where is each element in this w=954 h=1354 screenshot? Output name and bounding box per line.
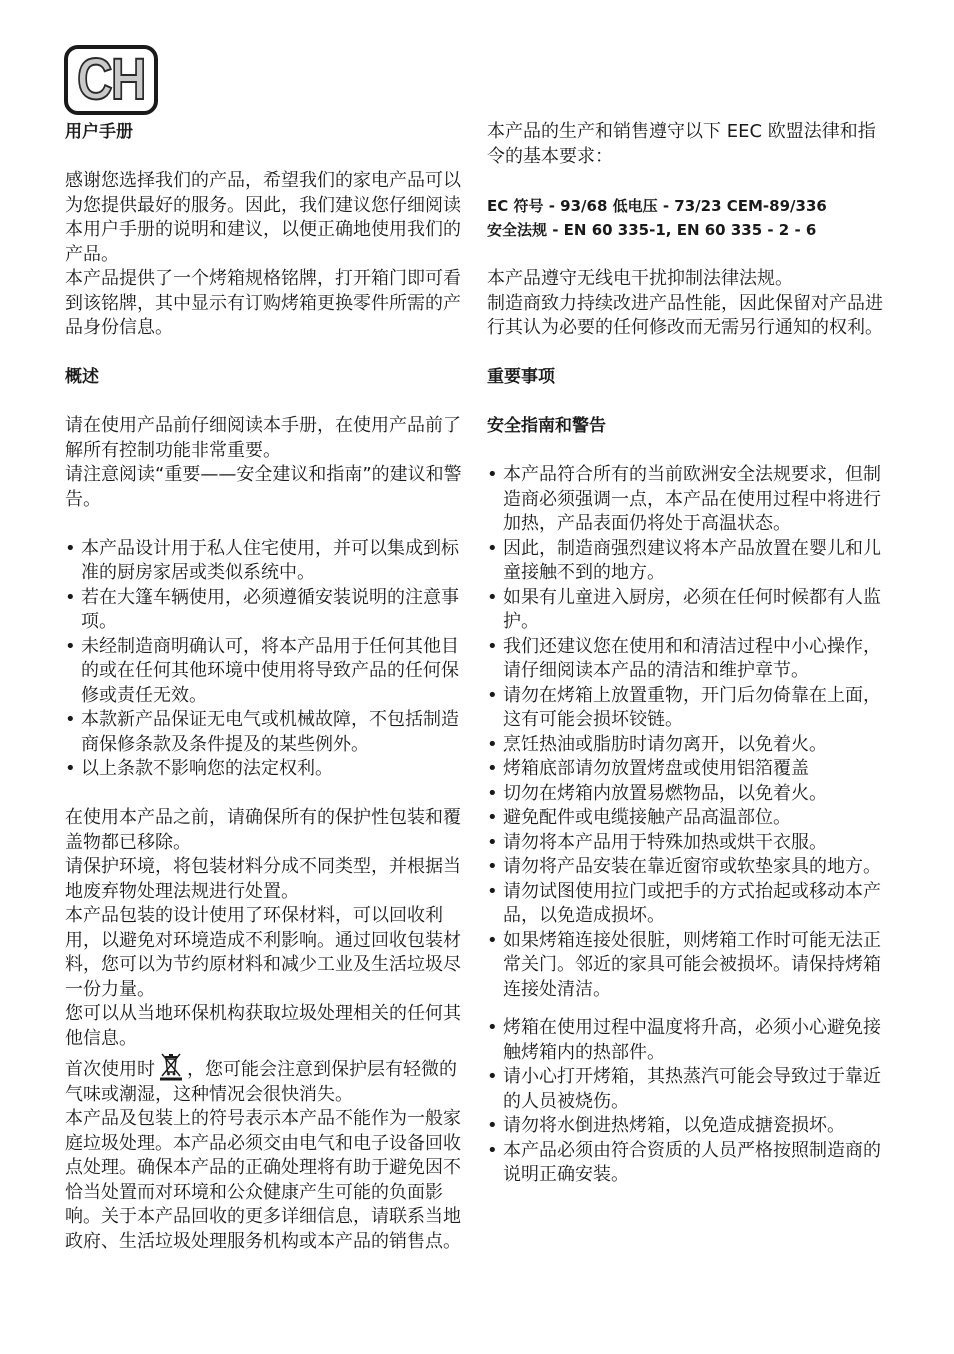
packaging-paragraph: 在使用本产品之前，请确保所有的保护性包装和覆盖物都已移除。 (65, 807, 461, 853)
list-item: • 避免配件或电缆接触产品高温部位。 (487, 806, 891, 831)
language-badge (64, 45, 158, 115)
list-item: • 本产品设计用于私人住宅使用，并可以集成到标准的厨房家居或类似系统中。 (65, 537, 469, 586)
section-title-important: 重要事项 (487, 367, 555, 387)
list-item: • 烹饪热油或脂肪时请勿离开，以免着火。 (487, 733, 891, 758)
list-item: • 以上条款不影响您的法定权利。 (65, 757, 469, 782)
packaging-paragraph: 本产品包装的设计使用了环保材料，可以回收利用，以避免对环境造成不利影响。通过回收包装材料，您可以为节约原材料和减少工业及生活垃圾尽一份力量。 (65, 905, 461, 1000)
first-use-text-pre: 首次使用时 (65, 1059, 155, 1080)
directive-label: 低电压 (612, 196, 658, 215)
overview-paragraph: 请在使用产品前仔细阅读本手册，在使用产品前了解所有控制功能非常重要。 (65, 415, 461, 461)
directive-value: - 73/23 CEM-89/336 (657, 196, 827, 215)
overview-paragraph: 请注意阅读“重要——安全建议和指南”的建议和警告。 (65, 464, 462, 510)
crossed-bin-icon (157, 1051, 185, 1081)
list-item: • 如果烤箱连接处很脏，则烤箱工作时可能无法正常关门。邻近的家具可能会被损坏。请保持烤箱连接处清洁。 (487, 929, 891, 1003)
list-item: • 未经制造商明确认可，将本产品用于任何其他目的或在任何其他环境中使用将导致产品的任何保修或责任无效。 (65, 635, 469, 709)
directive-label: EC 符号 (487, 196, 544, 215)
weee-paragraph: 本产品及包装上的符号表示本产品不能作为一般家庭垃圾处理。本产品必须交由电气和电子设备回收点处理。确保本产品的正确处理将有助于避免因不恰当处置而对环境和公众健康产生可能的负面影响。关于本产品回收的更多详细信息，请联系当地政府、生活垃圾处理服务机构或本产品的销售点。 (65, 1108, 461, 1252)
list-item: • 烤箱在使用过程中温度将升高，必须小心避免接触烤箱内的热部件。 (487, 1016, 891, 1065)
packaging-paragraph: 您可以从当地环保机构获取垃圾处理相关的任何其他信息。 (65, 1003, 461, 1049)
list-item: • 本产品必须由符合资质的人员严格按照制造商的说明正确安装。 (487, 1139, 891, 1188)
language-code: CH (77, 47, 145, 112)
section-title-safety: 安全指南和警告 (487, 416, 606, 436)
left-column (65, 120, 469, 1254)
intro-paragraph: 感谢您选择我们的产品，希望我们的家电产品可以为您提供最好的服务。因此，我们建议您仔细阅读本用户手册的说明和建议，以便正确地使用我们的产品。 (65, 170, 461, 265)
list-item: • 本产品符合所有的当前欧洲安全法规要求，但制造商必须强调一点，本产品在使用过程中将进行加热，产品表面仍将处于高温状态。 (487, 463, 891, 537)
section-title-user-manual: 用户手册 (65, 122, 133, 142)
list-item: • 我们还建议您在使用和和清洁过程中小心操作，请仔细阅读本产品的清洁和维护章节。 (487, 635, 891, 684)
safety-bullet-list (487, 463, 891, 1002)
compliance-paragraph: 本产品遵守无线电干扰抑制法律法规。 (487, 268, 793, 289)
list-item: • 请勿试图使用拉门或把手的方式抬起或移动本产品，以免造成损坏。 (487, 880, 891, 929)
right-column (487, 120, 891, 1188)
safety-bullet-list-2 (487, 1016, 891, 1188)
list-item: • 请小心打开烤箱，其热蒸汽可能会导致过于靠近的人员被烧伤。 (487, 1065, 891, 1114)
standards-label: 安全法规 (487, 221, 548, 239)
list-item: • 切勿在烤箱内放置易燃物品，以免着火。 (487, 782, 891, 807)
directive-line (487, 194, 891, 219)
list-item: • 请勿将本产品用于特殊加热或烘干衣服。 (487, 831, 891, 856)
list-item: • 如果有儿童进入厨房，必须在任何时候都有人监护。 (487, 586, 891, 635)
section-title-overview: 概述 (65, 367, 99, 387)
list-item: • 若在大篷车辆使用，必须遵循安装说明的注意事项。 (65, 586, 469, 635)
eec-intro-paragraph: 本产品的生产和销售遵守以下 EEC 欧盟法律和指令的基本要求： (487, 121, 876, 167)
first-use-paragraph (65, 1051, 469, 1107)
directive-value: - 93/68 (543, 196, 613, 215)
standards-line (487, 218, 891, 243)
list-item: • 本款新产品保证无电气或机械故障，不包括制造商保修条款及条件提及的某些例外。 (65, 708, 469, 757)
packaging-paragraph: 请保护环境，将包装材料分成不同类型，并根据当地废弃物处理法规进行处置。 (65, 856, 461, 902)
list-item: • 请勿将产品安装在靠近窗帘或软垫家具的地方。 (487, 855, 891, 880)
first-use-text-post: ，您可能会注意到保护层有轻微的气味或潮湿，这种情况会很快消失。 (65, 1059, 457, 1105)
list-item: • 请勿在烤箱上放置重物，开门后勿倚靠在上面，这有可能会损坏铰链。 (487, 684, 891, 733)
list-item: • 因此，制造商强烈建议将本产品放置在婴儿和儿童接触不到的地方。 (487, 537, 891, 586)
list-item: • 请勿将水倒进热烤箱，以免造成搪瓷损坏。 (487, 1114, 891, 1139)
compliance-paragraph: 制造商致力持续改进产品性能，因此保留对产品进行其认为必要的任何修改而无需另行通知的权利。 (487, 292, 883, 338)
usage-bullet-list (65, 537, 469, 782)
standards-value: - EN 60 335-1, EN 60 335 - 2 - 6 (547, 221, 817, 239)
list-item: • 烤箱底部请勿放置烤盘或使用铝箔覆盖 (487, 757, 891, 782)
intro-paragraph: 本产品提供了一个烤箱规格铭牌，打开箱门即可看到该铭牌，其中显示有订购烤箱更换零件所需的产品身份信息。 (65, 268, 461, 338)
